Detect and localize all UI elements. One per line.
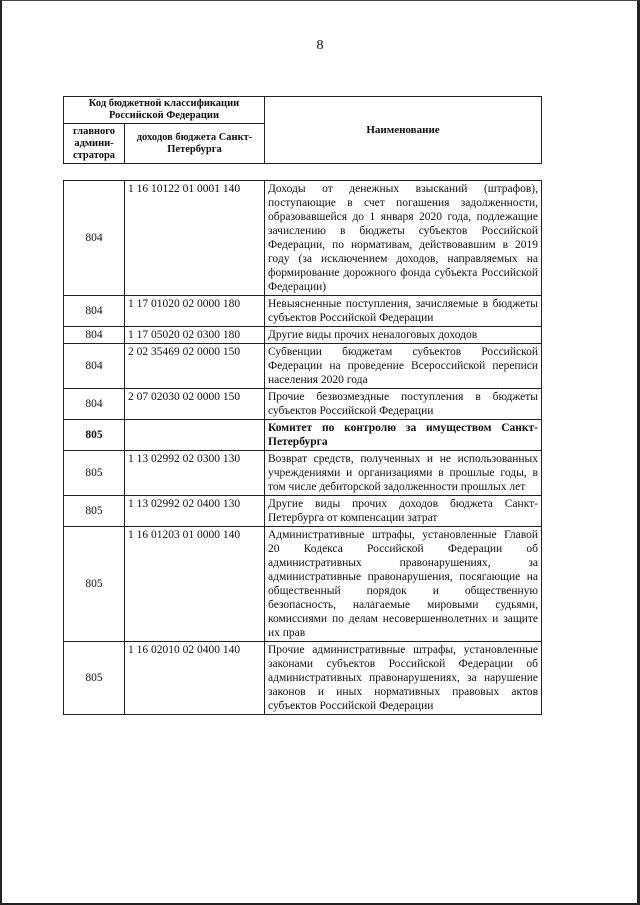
name-cell: Комитет по контролю за имуществом Санкт-Петербурга	[265, 420, 542, 451]
admin-code-cell: 804	[64, 296, 125, 327]
table-row	[64, 420, 542, 451]
admin-code-cell: 804	[64, 344, 125, 389]
page-number: 8	[316, 38, 324, 53]
admin-code-cell: 804	[64, 327, 125, 344]
name-cell: Субвенции бюджетам субъектов Российской Федерации на проведение Всероссийской переписи населения 2020 года	[265, 344, 542, 389]
header-kbk-title: Код бюджетной классификации Российской Федерации	[64, 97, 265, 124]
admin-code-cell: 805	[64, 527, 125, 642]
table-row	[64, 181, 542, 296]
income-code-cell: 2 02 35469 02 0000 150	[125, 344, 265, 389]
name-cell: Прочие административные штрафы, установленные законами субъектов Российской Федерации об административных правонарушениях, за нарушение законов и иных нормативных правовых актов субъектов Российской Федерации	[265, 642, 542, 715]
table-row	[64, 344, 542, 389]
income-code-cell: 1 13 02992 02 0400 130	[125, 496, 265, 527]
admin-code-cell: 804	[64, 181, 125, 296]
name-cell: Прочие безвозмездные поступления в бюджеты субъектов Российской Федерации	[265, 389, 542, 420]
budget-table	[63, 180, 542, 715]
table-header	[63, 96, 542, 164]
income-code-cell: 1 17 01020 02 0000 180	[125, 296, 265, 327]
income-code-cell: 1 13 02992 02 0300 130	[125, 451, 265, 496]
income-code-cell: 1 16 10122 01 0001 140	[125, 181, 265, 296]
income-code-cell: 1 17 05020 02 0300 180	[125, 327, 265, 344]
table-row	[64, 527, 542, 642]
name-cell: Возврат средств, полученных и не использованных учреждениями и организациями в прошлые годы, в том числе дебиторской задолженности прошлых лет	[265, 451, 542, 496]
name-cell: Доходы от денежных взысканий (штрафов), поступающие в счет погашения задолженности, образовавшейся до 1 января 2020 года, подлежащие зачислению в бюджеты субъектов Российской Федерации, по нормативам, действовавшим в 2019 году (за исключением доходов, направляемых на формирование дорожного фонда субъекта Российской Федерации)	[265, 181, 542, 296]
header-admin-column: главного админи-стратора	[64, 124, 125, 164]
table-row	[64, 451, 542, 496]
header-name-column: Наименование	[265, 97, 542, 164]
income-code-cell: 2 07 02030 02 0000 150	[125, 389, 265, 420]
table-row	[64, 642, 542, 715]
admin-code-cell: 804	[64, 389, 125, 420]
name-cell: Другие виды прочих неналоговых доходов	[265, 327, 542, 344]
admin-code-cell: 805	[64, 420, 125, 451]
table-row	[64, 496, 542, 527]
admin-code-cell: 805	[64, 451, 125, 496]
admin-code-cell: 805	[64, 642, 125, 715]
name-cell: Другие виды прочих доходов бюджета Санкт-Петербурга от компенсации затрат	[265, 496, 542, 527]
admin-code-cell: 805	[64, 496, 125, 527]
table-row	[64, 389, 542, 420]
table-row	[64, 296, 542, 327]
header-income-column: доходов бюджета Санкт-Петербурга	[125, 124, 265, 164]
income-code-cell: 1 16 01203 01 0000 140	[125, 527, 265, 642]
income-code-cell	[125, 420, 265, 451]
income-code-cell: 1 16 02010 02 0400 140	[125, 642, 265, 715]
table-row	[64, 327, 542, 344]
name-cell: Невыясненные поступления, зачисляемые в бюджеты субъектов Российской Федерации	[265, 296, 542, 327]
name-cell: Административные штрафы, установленные Главой 20 Кодекса Российской Федерации об административных правонарушениях, за административные правонарушения, посягающие на общественный порядок и общественную безопасность, налагаемые мировыми судьями, комиссиями по делам несовершеннолетних и защите их прав	[265, 527, 542, 642]
